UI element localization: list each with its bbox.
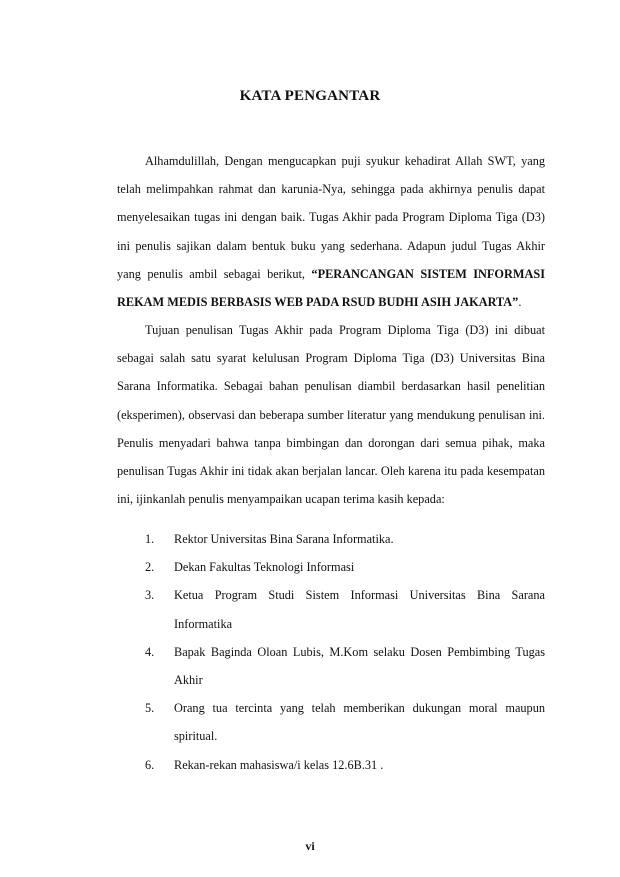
list-item-number: 4. [145,644,155,659]
list-item [117,751,545,779]
list-item-text: Bapak Baginda Oloan Lubis, M.Kom selaku Dosen Pembimbing Tugas Akhir [174,644,545,688]
list-item-text: Ketua Program Studi Sistem Informasi Universitas Bina Sarana Informatika [174,588,545,631]
list-item-text: Rekan-rekan mahasiswa/i kelas 12.6B.31 . [174,757,384,772]
acknowledgement-list [117,525,545,779]
list-item-text: Dekan Fakultas Teknologi Informasi [174,560,355,575]
list-item-number: 6. [145,757,155,772]
list-item-number: 5. [145,701,155,716]
list-item [117,553,545,581]
list-item [117,581,545,637]
paragraph-purpose: Tujuan penulisan Tugas Akhir pada Program Diploma Tiga (D3) ini dibuat sebagai salah satu syarat kelulusan Program Diploma Tiga (D3) Universitas Bina Sarana Informatika. Sebagai bahan penulisan diambil berdasarkan hasil penelitian (eksperimen), observasi dan beberapa sumber literatur yang mendukung penulisan ini. Penulis menyadari bahwa tanpa bimbingan dan dorongan dari semua pihak, maka penulisan Tugas Akhir ini tidak akan berjalan lancar. Oleh karena itu pada kesempatan ini, ijinkanlah penulis menyampaikan ucapan terima kasih kepada: [117,323,545,507]
list-item-text: Rektor Universitas Bina Sarana Informatika. [174,532,394,546]
list-item-number: 3. [145,588,155,603]
page-title: KATA PENGANTAR [239,88,381,104]
list-item [117,694,545,750]
list-item-number: 1. [145,532,155,546]
list-item [117,525,545,553]
paragraph-intro-text: Alhamdulillah, Dengan mengucapkan puji syukur kehadirat Allah SWT, yang telah melimpahkan rahmat dan karunia-Nya, sehingga pada akhirnya penulis dapat menyelesaikan tugas ini dengan baik. Tugas Akhir pada Program Diploma Tiga (D3) ini penulis sajikan dalam bentuk buku yang sederhana. Adapun judul Tugas Akhir yang penulis ambil sebagai berikut, [117,154,545,281]
paragraph-intro [117,147,545,316]
thesis-title: “PERANCANGAN SISTEM INFORMASI REKAM MEDIS BERBASIS WEB PADA RSUD BUDHI ASIH JAKARTA” [117,266,545,310]
paragraph-intro-end: . [518,295,522,310]
list-item-text: Orang tua tercinta yang telah memberikan dukungan moral maupun spiritual. [174,701,545,744]
list-item [117,638,545,694]
page-number: vi [305,839,315,853]
list-item-number: 2. [145,560,155,575]
